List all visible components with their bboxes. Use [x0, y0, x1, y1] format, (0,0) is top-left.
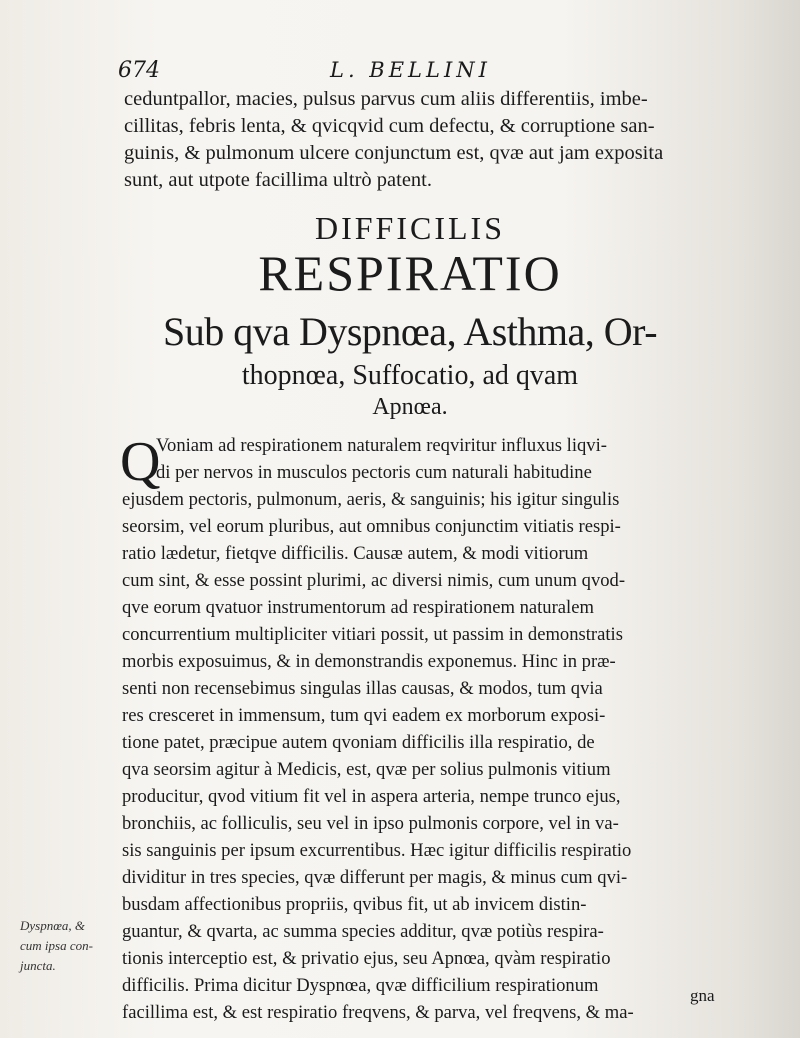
- text-line: ejusdem pectoris, pulmonum, aeris, & sanguinis; his igitur singulis: [122, 489, 620, 510]
- text-line: cum sint, & esse possint plurimi, ac diversi nimis, cum unum qvod-: [122, 570, 626, 591]
- text-line: ratio lædetur, fietqve difficilis. Causæ autem, & modi vitiorum: [122, 543, 589, 564]
- text-line: sis sanguinis per ipsum excurrentibus. Hæc igitur difficilis respiratio: [122, 840, 632, 861]
- catchword: gna: [690, 986, 715, 1005]
- marginal-note-line: juncta.: [20, 958, 56, 973]
- text-line: cillitas, febris lenta, & qvicqvid cum defectu, & corruptione san-: [124, 115, 655, 137]
- text-line: qve eorum qvatuor instrumentorum ad respirationem naturalem: [122, 597, 594, 618]
- text-line: tionis interceptio est, & privatio ejus, seu Apnœa, qvàm respiratio: [122, 948, 611, 969]
- section-subtitle-line-2: thopnœa, Suffocatio, ad qvam: [241, 360, 579, 391]
- section-subtitle-line-1: Sub qva Dyspnœa, Asthma, Or-: [162, 309, 658, 354]
- text-line: bronchiis, ac folliculis, seu vel in ipso pulmonis corpore, vel in va-: [122, 813, 619, 834]
- text-line: dividitur in tres species, qvæ differunt per magis, & minus cum qvi-: [122, 867, 628, 888]
- main-paragraph: [122, 432, 728, 1026]
- section-title-line-2: RESPIRATIO: [258, 245, 562, 301]
- text-line: morbis exposuimus, & in demonstrandis exponemus. Hinc in præ-: [122, 651, 616, 672]
- text-line: res cresceret in immensum, tum qvi eadem ex morborum exposi-: [122, 705, 606, 726]
- marginal-note: [20, 916, 126, 976]
- text-line: seorsim, vel eorum pluribus, aut omnibus conjunctim vitiatis respi-: [122, 516, 621, 537]
- drop-cap: Q: [120, 431, 161, 493]
- text-line: qva seorsim agitur à Medicis, est, qvæ per solius pulmonis vitium: [122, 759, 611, 780]
- text-line: tione patet, præcipue autem qvoniam difficilis illa respiratio, de: [122, 732, 595, 753]
- text-line: guantur, & qvarta, ac summa species additur, qvæ potiùs respira-: [122, 921, 604, 942]
- text-line: producitur, qvod vitium fit vel in aspera arteria, nempe trunco ejus,: [122, 786, 621, 807]
- page-number: 674: [118, 58, 160, 83]
- section-title-line-1: DIFFICILIS: [314, 210, 505, 246]
- text-line: facillima est, & est respiratio freqvens, & parva, vel freqvens, & ma-: [122, 1002, 634, 1023]
- text-line: ceduntpallor, macies, pulsus parvus cum aliis differentiis, imbe-: [124, 88, 648, 110]
- text-line: difficilis. Prima dicitur Dyspnœa, qvæ difficilium respirationum: [122, 975, 599, 996]
- text-line: busdam affectionibus propriis, qvibus fit, ut ab invicem distin-: [122, 894, 587, 915]
- running-head: [118, 58, 728, 86]
- text-line: concurrentium multipliciter vitiari possit, ut passim in demonstratis: [122, 624, 623, 645]
- running-title: L. BELLINI: [330, 58, 491, 82]
- section-subtitle-line-3: Apnœa.: [372, 394, 448, 420]
- carryover-text: [124, 86, 730, 194]
- text-line: di per nervos in musculos pectoris cum naturali habitudine: [156, 462, 592, 483]
- text-line: guinis, & pulmonum ulcere conjunctum est, qvæ aut jam exposita: [124, 142, 664, 164]
- text-line: Voniam ad respirationem naturalem reqviritur influxus liqvi-: [156, 435, 607, 456]
- text-line: senti non recensebimus singulas illas causas, & modos, tum qvia: [122, 678, 603, 699]
- text-line: sunt, aut utpote facillima ultrò patent.: [124, 169, 432, 191]
- marginal-note-line: Dyspnœa, &: [20, 918, 85, 933]
- marginal-note-line: cum ipsa con-: [20, 938, 93, 953]
